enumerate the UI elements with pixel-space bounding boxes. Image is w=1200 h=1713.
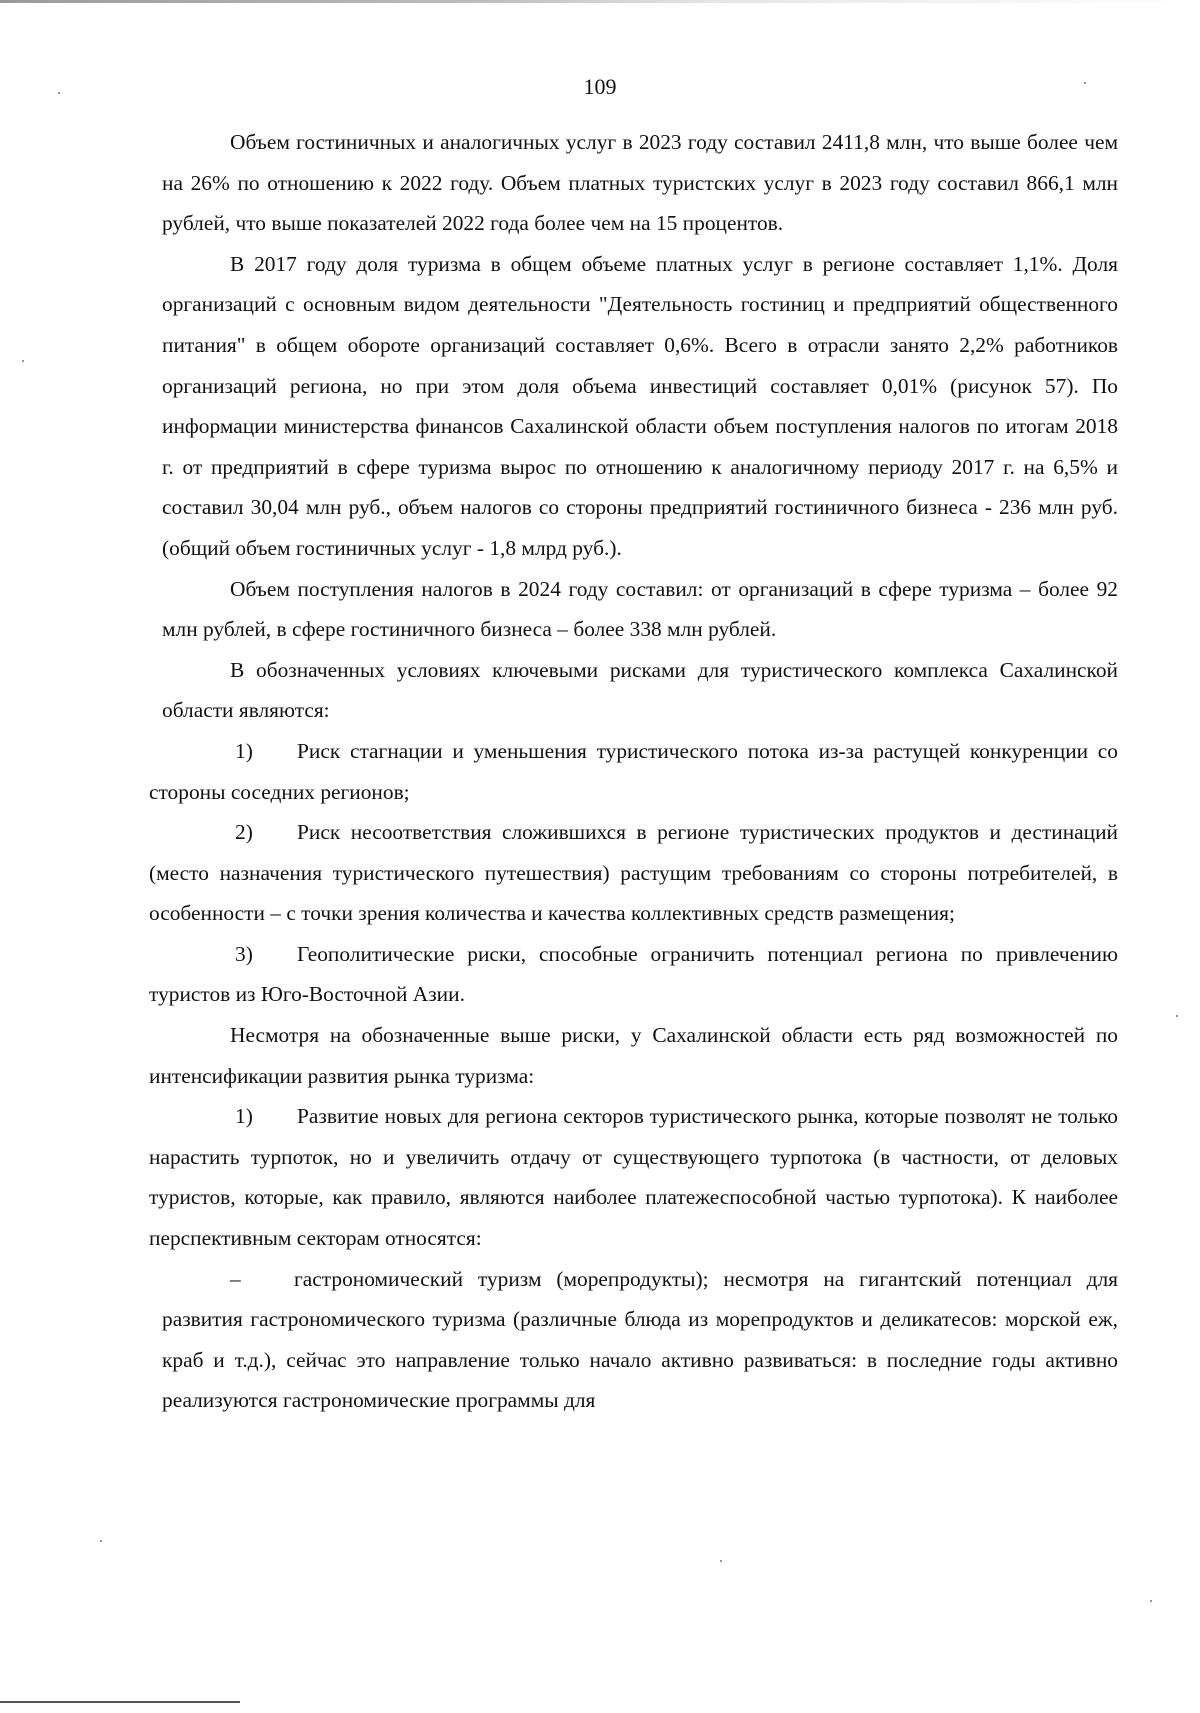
sector-item-gastronomic bbox=[162, 1259, 1118, 1421]
opportunity-number: 1) bbox=[235, 1104, 253, 1129]
risk-number: 2) bbox=[235, 820, 253, 845]
scan-speck bbox=[1150, 1600, 1152, 1602]
risk-item-2 bbox=[149, 812, 1118, 934]
dash-bullet: – bbox=[230, 1266, 241, 1291]
opportunity-text: Развитие новых для региона секторов туристического рынка, которые позволят не только нарастить турпоток, но и увеличить отдачу от существующего турпотока (в частности, от деловых туристов, которые, как правило, являются наиболее платежеспособной частью турпотока). К наиболее перспективным секторам относятся: bbox=[149, 1104, 1118, 1251]
risk-text: Риск стагнации и уменьшения туристического потока из-за растущей конкуренции со стороны соседних регионов; bbox=[149, 738, 1118, 804]
risk-number: 3) bbox=[235, 941, 253, 966]
scan-speck bbox=[22, 360, 24, 362]
risk-number: 1) bbox=[235, 738, 253, 763]
paragraph-tax-revenue-2024: Объем поступления налогов в 2024 году составил: от организаций в сфере туризма – более 92 млн рублей, в сфере гостиничного бизнеса – более 338 млн рублей. bbox=[162, 576, 1118, 642]
scan-speck bbox=[58, 92, 60, 94]
scan-speck bbox=[1176, 1015, 1178, 1017]
opportunity-item-1 bbox=[149, 1096, 1118, 1258]
scan-bottom-edge bbox=[0, 1701, 240, 1703]
risk-text: Риск несоответствия сложившихся в регионе туристических продуктов и дестинаций (место назначения туристического путешествия) растущим требованиям со стороны потребителей, в особенности – с точки зрения количества и качества коллективных средств размещения; bbox=[149, 820, 1118, 926]
scan-speck bbox=[100, 1540, 102, 1542]
paragraph-tourism-share-2017: В 2017 году доля туризма в общем объеме платных услуг в регионе составляет 1,1%. Доля организаций с основным видом деятельности "Деятельность гостиниц и предприятий общественного питания" в общем обороте организаций составляет 0,6%. Всего в отрасли занято 2,2% работников организаций региона, но при этом доля объема инвестиций составляет 0,01% (рисунок 57). По информации министерства финансов Сахалинской области объем поступления налогов по итогам 2018 г. от предприятий в сфере туризма вырос по отношению к аналогичному периоду 2017 г. на 6,5% и составил 30,04 млн руб., объем налогов со стороны предприятий гостиничного бизнеса - 236 млн руб. (общий объем гостиничных услуг - 1,8 млрд руб.). bbox=[162, 251, 1118, 560]
risk-item-3 bbox=[149, 934, 1118, 1015]
risk-text: Геополитические риски, способные ограничить потенциал региона по привлечению туристов из Юго-Восточной Азии. bbox=[149, 941, 1118, 1007]
sector-text: гастрономический туризм (морепродукты); несмотря на гигантский потенциал для развития гастрономического туризма (различные блюда из морепродуктов и деликатесов: морской еж, краб и т.д.), сейчас это направление только начало активно развиваться: в последние годы активно реализуются гастрономические программы для bbox=[162, 1266, 1118, 1413]
scan-speck bbox=[720, 1560, 722, 1562]
scan-speck bbox=[1084, 82, 1086, 84]
paragraph-opportunities-intro: Несмотря на обозначенные выше риски, у Сахалинской области есть ряд возможностей по интенсификации развития рынка туризма: bbox=[149, 1023, 1118, 1088]
document-body bbox=[149, 122, 1118, 1421]
paragraph-hotel-services-volume: Объем гостиничных и аналогичных услуг в 2023 году составил 2411,8 млн, что выше более чем на 26% по отношению к 2022 году. Объем платных туристских услуг в 2023 году составил 866,1 млн рублей, что выше показателей 2022 года более чем на 15 процентов. bbox=[162, 130, 1118, 236]
paragraph-risks-intro: В обозначенных условиях ключевыми рисками для туристического комплекса Сахалинской области являются: bbox=[162, 657, 1118, 723]
scan-top-edge bbox=[0, 0, 1200, 3]
page-number: 109 bbox=[583, 74, 617, 99]
risk-item-1 bbox=[149, 731, 1118, 812]
